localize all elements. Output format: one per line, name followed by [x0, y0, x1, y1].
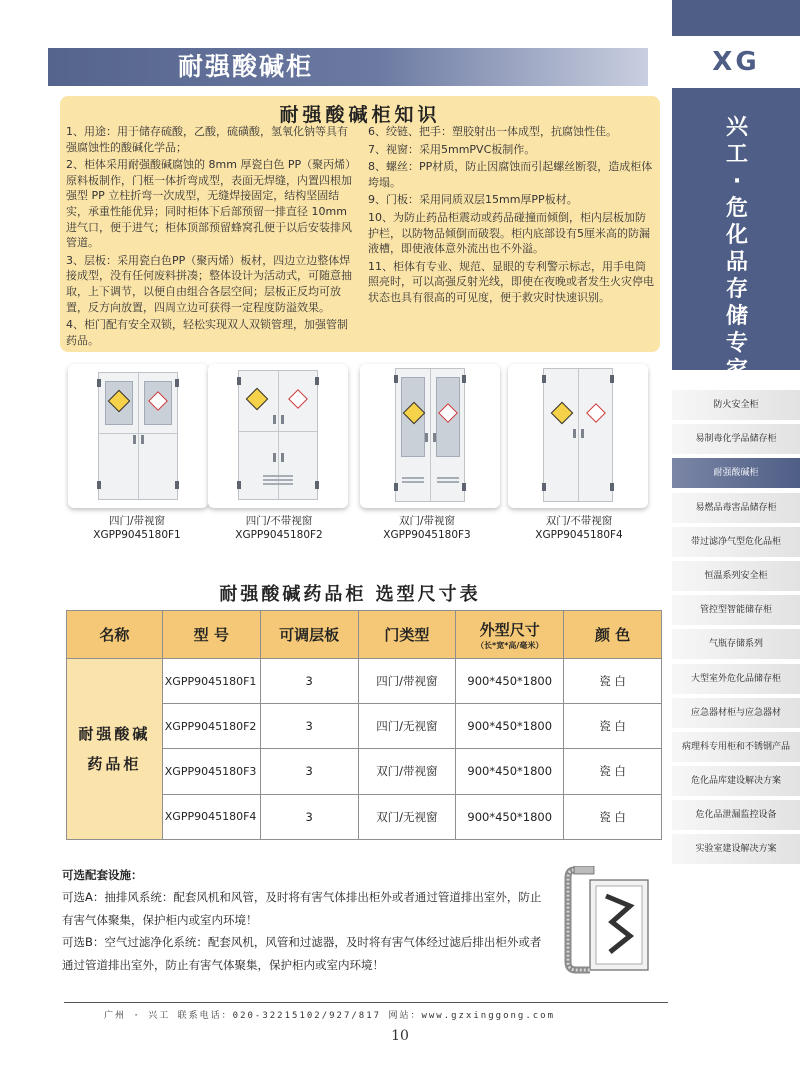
size-header-unit: （长*宽*高/毫米） — [476, 640, 544, 650]
optional-heading: 可选配套设施： — [62, 868, 143, 882]
col-header-size — [456, 611, 564, 659]
col-header-name: 名称 — [67, 611, 163, 659]
model-cell: XGPP9045180F1 — [162, 659, 260, 704]
optional-item-a: 可选A：抽排风系统：配套风机和风管，及时将有害气体排出柜外或者通过管道排出室外，防止有害气体聚集，保护柜内或室内环境！ — [62, 890, 542, 927]
shelves-cell: 3 — [260, 749, 358, 794]
nav-item-acid-alkali-cabinet[interactable]: 耐强酸碱柜 — [672, 458, 800, 488]
product-model: XGPP9045180F3 — [383, 529, 471, 541]
product-image-f2[interactable] — [208, 364, 348, 508]
cabinet-body — [395, 368, 465, 502]
knowledge-item: 4、柜门配有安全双锁，轻松实现双人双锁管理，加强管制药品。 — [66, 318, 348, 347]
size-cell: 900*450*1800 — [456, 659, 564, 704]
size-cell: 900*450*1800 — [456, 704, 564, 749]
knowledge-item: 1、用途：用于储存硫酸，乙酸，硫磺酸，氢氧化钠等具有强腐蚀性的酸碱化学品； — [66, 125, 348, 154]
ventilation-diagram-image — [560, 866, 652, 976]
nav-item-leak-monitor[interactable]: 危化品泄漏监控设备 — [672, 800, 800, 830]
knowledge-item: 9、门板：采用同质双层15mm厚PP板材。 — [368, 193, 578, 207]
door-cell: 双门/无视窗 — [358, 794, 456, 839]
sidebar-top-bar — [672, 0, 800, 36]
nav-item-filtered-cabinet[interactable]: 带过滤净气型危化品柜 — [672, 527, 800, 557]
shelves-cell: 3 — [260, 794, 358, 839]
table-header-row — [67, 611, 662, 659]
page-title: 耐强酸碱柜 — [178, 52, 314, 81]
knowledge-item: 11、柜体有专业、规范、显眼的专利警示标志，用手电筒照亮时，可以高强反射光线，即使在夜晚或者发生火灾停电状态也具有很高的可见度，便于救灾时快速识别。 — [368, 259, 654, 304]
color-cell: 瓷 白 — [564, 749, 662, 794]
shelves-cell: 3 — [260, 659, 358, 704]
door-cell: 四门/带视窗 — [358, 659, 456, 704]
col-header-color: 颜 色 — [564, 611, 662, 659]
color-cell: 瓷 白 — [564, 704, 662, 749]
product-caption-f1 — [62, 514, 212, 542]
knowledge-title: 耐强酸碱柜知识 — [279, 104, 441, 126]
footer-divider — [64, 1002, 668, 1003]
product-image-f1[interactable] — [68, 364, 208, 508]
brand-slogan: 兴工·危化品存储专家 — [725, 115, 748, 383]
knowledge-item: 2、柜体采用耐强酸碱腐蚀的 8mm 厚瓷白色 PP（聚丙烯）原料板制作，门框一体折弯成型，表面无焊缝，内置四根加强型 PP 立柱折弯一次成型，无缝焊接固定，结构坚固结实，承重性能优异；同时柜体下后部预留一排直径 10mm 进气口，便于进气；柜体顶部预留蜂窝孔便于以后安装排风管道。 — [66, 158, 357, 250]
size-cell: 900*450*1800 — [456, 794, 564, 839]
table-row — [67, 659, 662, 704]
hazard-sign-icon — [551, 402, 574, 425]
product-desc: 四门/不带视窗 — [245, 515, 313, 527]
nav-item-gas-cylinder[interactable]: 气瓶存储系列 — [672, 629, 800, 659]
corrosive-sign-icon — [586, 403, 606, 423]
product-model: XGPP9045180F2 — [235, 529, 323, 541]
cabinet-body — [238, 370, 318, 500]
knowledge-item: 10、为防止药品柜震动或药品碰撞而倾倒，柜内层板加防护栏，以防物品倾倒而破裂。柜内底部设有5厘米高的防漏液槽，即使液体意外流出也不外溢。 — [368, 210, 650, 256]
nav-item-thermostatic-cabinet[interactable]: 恒温系列安全柜 — [672, 561, 800, 591]
size-header-label: 外型尺寸 — [479, 620, 540, 639]
nav-item-pathology-stainless[interactable]: 病理科专用柜和不锈钢产品 — [672, 732, 800, 762]
nav-item-lab-solution[interactable]: 实验室建设解决方案 — [672, 834, 800, 864]
shelves-cell: 3 — [260, 704, 358, 749]
section-title-bar — [48, 48, 648, 86]
product-desc: 四门/带视窗 — [108, 515, 166, 527]
sidebar-brand-band — [672, 88, 800, 383]
cabinet-body — [98, 372, 178, 500]
product-caption-f2 — [204, 514, 354, 542]
product-name-line: 耐强酸碱 — [78, 724, 151, 743]
product-desc: 双门/不带视窗 — [545, 515, 613, 527]
nav-item-fireproof-cabinet[interactable]: 防火安全柜 — [672, 390, 800, 420]
knowledge-box — [60, 96, 660, 352]
door-cell: 四门/无视窗 — [358, 704, 456, 749]
model-cell: XGPP9045180F3 — [162, 749, 260, 794]
knowledge-left-column — [66, 124, 358, 350]
nav-item-flammable-toxic-cabinet[interactable]: 易燃品毒害品储存柜 — [672, 493, 800, 523]
color-cell: 瓷 白 — [564, 659, 662, 704]
nav-item-outdoor-cabinet[interactable]: 大型室外危化品储存柜 — [672, 664, 800, 694]
model-cell: XGPP9045180F2 — [162, 704, 260, 749]
product-caption-f3 — [352, 514, 502, 542]
knowledge-item: 6、绞链、把手：塑胶射出一体成型，抗腐蚀性佳。 — [368, 125, 617, 138]
model-cell: XGPP9045180F4 — [162, 794, 260, 839]
knowledge-item: 3、层板：采用瓷白色PP（聚丙烯）板材，四边立边整体焊接成型，没有任何废料拼凑；整体设计为活动式，可随意抽取，上下调节，以便自由组合各层空间；层板正反均可放置，反方向放置，四周立边可获得一定程度防溢效果。 — [66, 253, 352, 314]
footer-contact: 广州 · 兴工 联系电话：020-32215102/927/817 网站：www.gzxinggong.com — [104, 1011, 555, 1021]
door-cell: 双门/带视窗 — [358, 749, 456, 794]
nav-item-warehouse-solution[interactable]: 危化品库建设解决方案 — [672, 766, 800, 796]
optional-item-b: 可选B：空气过滤净化系统：配套风机，风管和过滤器，及时将有害气体经过滤后排出柜外或者通过管道排出室外，防止有害气体聚集，保护柜内或室内环境！ — [62, 935, 542, 972]
product-name-line: 药品柜 — [87, 754, 142, 773]
page-number: 10 — [391, 1028, 409, 1044]
nav-item-precursor-chemical-cabinet[interactable]: 易制毒化学品储存柜 — [672, 424, 800, 454]
selection-table — [66, 610, 662, 840]
knowledge-item: 7、视窗：采用5mmPVC板制作。 — [368, 142, 536, 156]
product-model: XGPP9045180F4 — [535, 529, 623, 541]
hazard-sign-icon — [246, 388, 269, 411]
col-header-model: 型 号 — [162, 611, 260, 659]
corrosive-sign-icon — [288, 389, 308, 409]
nav-item-smart-cabinet[interactable]: 管控型智能储存柜 — [672, 595, 800, 625]
category-nav — [672, 390, 800, 869]
brand-code: XG — [712, 47, 760, 77]
knowledge-item: 8、螺丝：PP材质，防止因腐蚀而引起螺丝断裂，造成柜体垮塌。 — [368, 160, 653, 189]
optional-facilities — [62, 864, 552, 976]
col-header-door: 门类型 — [358, 611, 456, 659]
table-title: 耐强酸碱药品柜 选型尺寸表 — [219, 584, 481, 605]
col-header-shelves: 可调层板 — [260, 611, 358, 659]
knowledge-right-column — [368, 124, 656, 308]
product-desc: 双门/带视窗 — [398, 515, 456, 527]
size-cell: 900*450*1800 — [456, 749, 564, 794]
product-name-cell — [67, 659, 163, 840]
product-image-f3[interactable] — [360, 364, 500, 508]
product-caption-f4 — [504, 514, 654, 542]
product-image-f4[interactable] — [508, 364, 648, 508]
cabinet-body — [543, 368, 613, 502]
nav-item-emergency-equipment[interactable]: 应急器材柜与应急器材 — [672, 698, 800, 728]
color-cell: 瓷 白 — [564, 794, 662, 839]
product-model: XGPP9045180F1 — [93, 529, 181, 541]
